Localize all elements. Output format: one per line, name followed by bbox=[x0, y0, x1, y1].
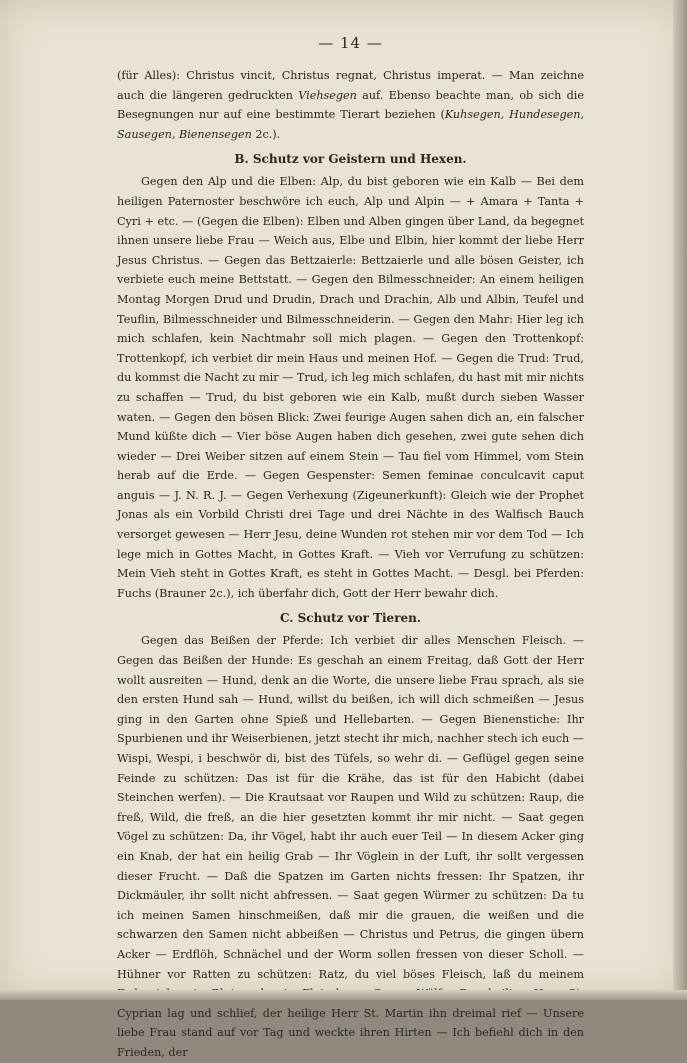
page-number: — 14 — bbox=[318, 34, 383, 52]
intro-text-1: (für Alles): Christus vincit, Christus regnat, Christus imperat. — Man zeichne auch die längeren gedruckten bbox=[117, 69, 584, 102]
page-edge-right bbox=[673, 0, 687, 1000]
section-heading-b: B. Schutz vor Geistern und Hexen. bbox=[234, 152, 467, 167]
intro-viehsegen: Viehsegen bbox=[298, 88, 357, 102]
intro-examples: Kuhsegen, Hundesegen, Sausegen, Bienensegen bbox=[117, 108, 584, 141]
body-text bbox=[117, 66, 584, 1063]
intro-text-2: auf. Ebenso beachte man, ob sich die Besegnungen nur auf eine bestimmte Tierart beziehen ( bbox=[117, 88, 584, 122]
intro-text-3: 2c.). bbox=[251, 127, 281, 141]
page-edge-bottom bbox=[0, 990, 687, 1000]
section-heading-c: C. Schutz vor Tieren. bbox=[279, 611, 422, 626]
intro-paragraph bbox=[117, 66, 584, 144]
section-b-paragraph: Gegen den Alp und die Elben: Alp, du bist geboren wie ein Kalb — Bei dem heiligen Paternoster beschwöre ich euch, Alp und Alpin — + Amara + Tanta + Cyri + etc. — (Gegen die Elben): Elben und Alben gingen über Land, da begegnet ihnen unsere liebe Frau — Weich aus, Elbe und Elbin, hier kommt der liebe Herr Jesus Christus. — Gegen das Bettzaierle: Bettzaierle und alle bösen Geister, ich verbiete euch meine Bettstatt. — Gegen den Bilmesschneider: An einem heiligen Montag Morgen Drud und Drudin, Drach und Drachin, Alb und Albin, Teufel und Teuflin, Bilmesschneider und Bilmesschneiderin. — Gegen den Mahr: Hier leg ich mich schlafen, kein Nachtmahr soll mich plagen. — Gegen den Trottenkopf: Trottenkopf, ich verbiet dir mein Haus und meinen Hof. — Gegen die Trud: Trud, du kommst die Nacht zu mir — Trud, ich leg mich schlafen, du hast mit mir nichts zu schaffen — Trud, du bist geboren wie ein Kalb, mußt durch sieben Wasser waten. — Gegen den bösen Blick: Zwei feurige Augen sahen dich an, ein falscher Mund küßte dich — Vier böse Augen haben dich gesehen, zwei gute sehen dich wieder — Drei Weiber sitzen auf einem Stein — Tau fiel vom Himmel, vom Stein herab auf die Erde. — Gegen Gespenster: Semen feminae conculcavit caput anguis — J. N. R. J. — Gegen Verhexung (Zigeunerkunft): Gleich wie der Prophet Jonas als ein Vorbild Christi drei Tage und drei Nächte in des Walfisch Bauch versorget gewesen — Herr Jesu, deine Wunden rot stehen mir vor dem Tod — Ich lege mich in Gottes Macht, in Gottes Kraft. — Vieh vor Verrufung zu schützen: Mein Vieh steht in Gottes Kraft, es steht in Gottes Macht. — Desgl. bei Pferden: Fuchs (Brauner 2c.), ich überfahr dich, Gott der Herr bewahr dich. bbox=[117, 175, 584, 600]
section-c-paragraph: Gegen das Beißen der Pferde: Ich verbiet dir alles Menschen Fleisch. — Gegen das Beißen der Hunde: Es geschah an einem Freitag, daß Gott der Herr wollt ausreiten — Hund, denk an die Worte, die unsere liebe Frau sprach, als sie den ersten Hund sah — Hund, willst du beißen, ich will dich schmeißen — Jesus ging in den Garten ohne Spieß und Hellebarten. — Gegen Bienenstiche: Ihr Spurbienen und ihr Weiserbienen, jetzt stecht ihr mich, nachher stech ich euch — Wispi, Wespi, i beschwör di, bist des Tüfels, so wehr di. — Geflügel gegen seine Feinde zu schützen: Das ist für die Krähe, das ist für den Habicht (dabei Steinchen werfen). — Die Krautsaat vor Raupen und Wild zu schützen: Raup, die freß, Wild, die freß, an die hier gesetzten kommt ihr mir nicht. — Saat gegen Vögel zu schützen: Da, ihr Vögel, habt ihr auch euer Teil — In diesem Acker ging ein Knab, der hat ein heilig Grab — Ihr Vöglein in der Luft, ihr sollt vergessen dieser Frucht. — Daß die Spatzen im Garten nichts fressen: Ihr Spatzen, ihr Dickmäuler, ihr sollt nicht abfressen. — Saat gegen Würmer zu schützen: Da tu ich meinen Samen hinschmeißen, daß mir die grauen, die weißen und die schwarzen den Samen nicht abbeißen — Christus und Petrus, die gingen übern Acker — Erdflöh, Schnächel und der Worm sollen fressen von dieser Scholl. — Hühner vor Ratten zu schützen: Ratz, du viel böses Fleisch, laß du meinem Cyprian lag und schlief, der heilige Herr St. Martin ihn dreimal rief — Unsere liebe Frau stand auf vor Tag und weckte ihren Hirten — Ich befiehl dich in den Frieden, der bbox=[117, 634, 584, 1059]
page-content bbox=[117, 34, 584, 1063]
